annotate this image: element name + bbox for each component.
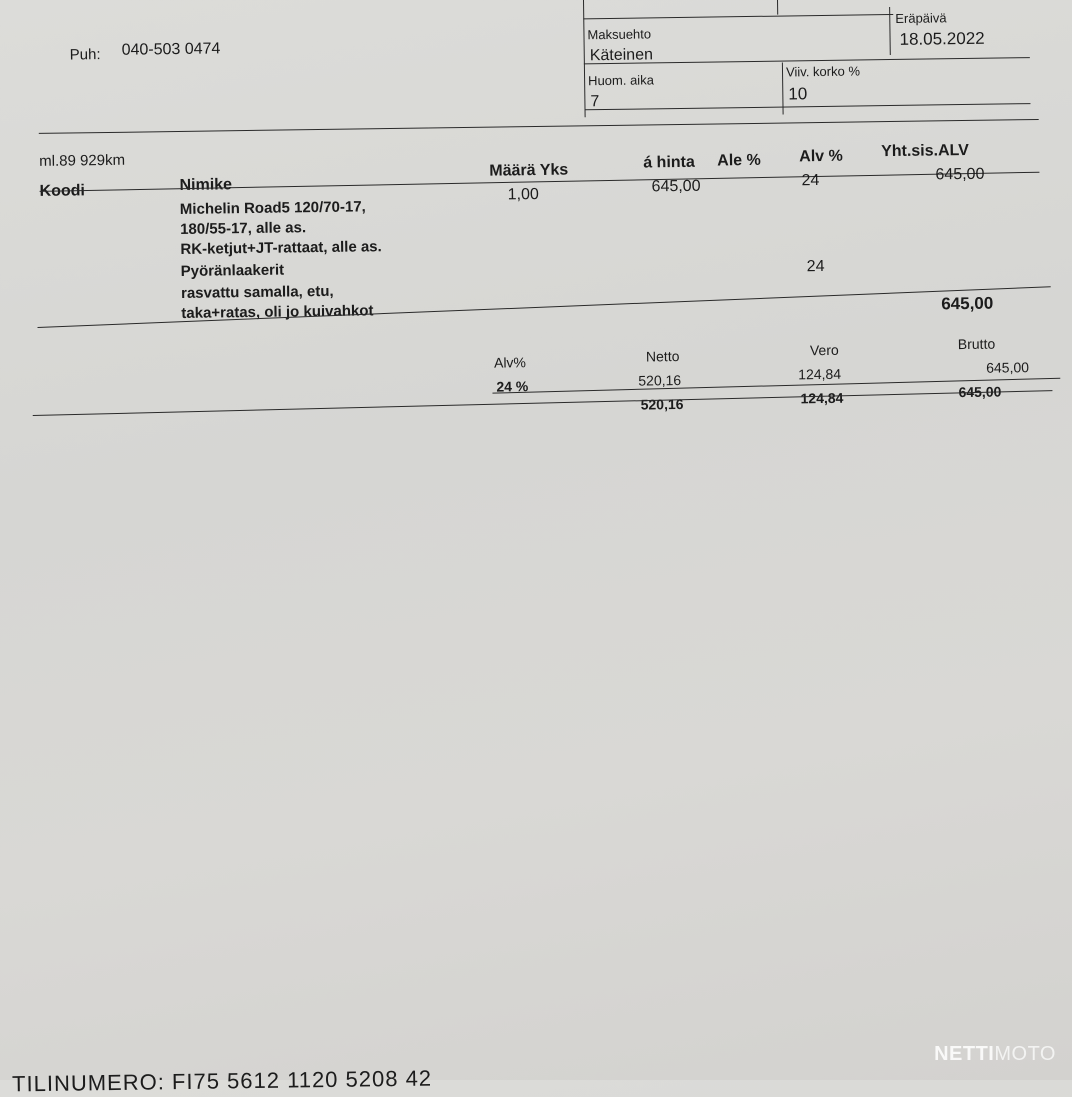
- payment-term-value: Käteinen: [589, 46, 654, 65]
- vat-summary-rate-header: Alv%: [493, 354, 527, 371]
- grand-total: 645,00: [941, 293, 994, 314]
- row2-name-line2: rasvattu samalla, etu,: [180, 282, 334, 302]
- row1-unit-price: 645,00: [651, 177, 701, 196]
- vat-summary-total-net: 520,16: [640, 395, 684, 413]
- vat-summary-net: 520,16: [638, 371, 682, 389]
- column-code: Koodi: [39, 182, 86, 200]
- vat-summary-bottom-line: [33, 390, 1053, 416]
- column-discount: Ale %: [717, 151, 761, 170]
- row2-name-line3: taka+ratas, oli jo kuivahkot: [181, 302, 374, 322]
- column-name: Nimike: [179, 176, 233, 194]
- column-total: Yht.sis.ALV: [881, 141, 969, 161]
- vat-summary-net-header: Netto: [645, 348, 680, 365]
- row1-vat: 24: [801, 172, 820, 190]
- nettimoto-watermark: [934, 1043, 1056, 1066]
- column-qty-unit: Määrä Yks: [489, 161, 569, 180]
- watermark-bold: NETTI: [934, 1043, 995, 1065]
- due-date-value: 18.05.2022: [899, 28, 985, 49]
- row1-name-line2: 180/55-17, alle as.: [180, 219, 307, 238]
- late-interest-value: 10: [788, 84, 808, 104]
- row2-vat: 24: [806, 257, 825, 276]
- row1-qty: 1,00: [507, 185, 539, 204]
- due-date-label: Eräpäivä: [895, 10, 947, 26]
- footer-account-number: TILINUMERO: FI75 5612 1120 5208 42: [11, 1065, 433, 1097]
- vat-summary-tax: 124,84: [798, 365, 842, 383]
- vat-summary-total-gross: 645,00: [958, 383, 1002, 401]
- phone-value: 040-503 0474: [121, 40, 221, 59]
- vat-summary-total-tax: 124,84: [800, 389, 844, 407]
- watermark-light: MOTO: [994, 1043, 1056, 1065]
- phone-label: Puh:: [69, 46, 101, 64]
- header-box-bottom-line: [585, 103, 1031, 110]
- row1-name-line3: RK-ketjut+JT-rattaat, alle as.: [180, 238, 382, 258]
- vat-summary-rate: 24 %: [496, 378, 529, 395]
- late-interest-label: Viiv. korko %: [785, 63, 861, 80]
- vat-summary-tax-header: Vero: [809, 341, 839, 359]
- header-box-top-line: [583, 14, 893, 19]
- row2-name-line1: Pyöränlaakerit: [180, 261, 285, 280]
- header-separator: [39, 119, 1039, 134]
- row1-name-line1: Michelin Road5 120/70-17,: [179, 198, 366, 218]
- payment-term-label: Maksuehto: [587, 26, 652, 43]
- vat-summary-gross: 645,00: [986, 359, 1030, 376]
- column-unit-price: á hinta: [643, 153, 695, 172]
- mileage-note: ml.89 929km: [39, 151, 126, 170]
- row1-total: 645,00: [935, 165, 985, 184]
- vat-summary-gross-header: Brutto: [957, 335, 996, 353]
- column-vat: Alv %: [799, 147, 843, 166]
- header-box-top-divider: [777, 0, 778, 15]
- notice-time-label: Huom. aika: [588, 72, 654, 89]
- notice-time-value: 7: [590, 93, 600, 111]
